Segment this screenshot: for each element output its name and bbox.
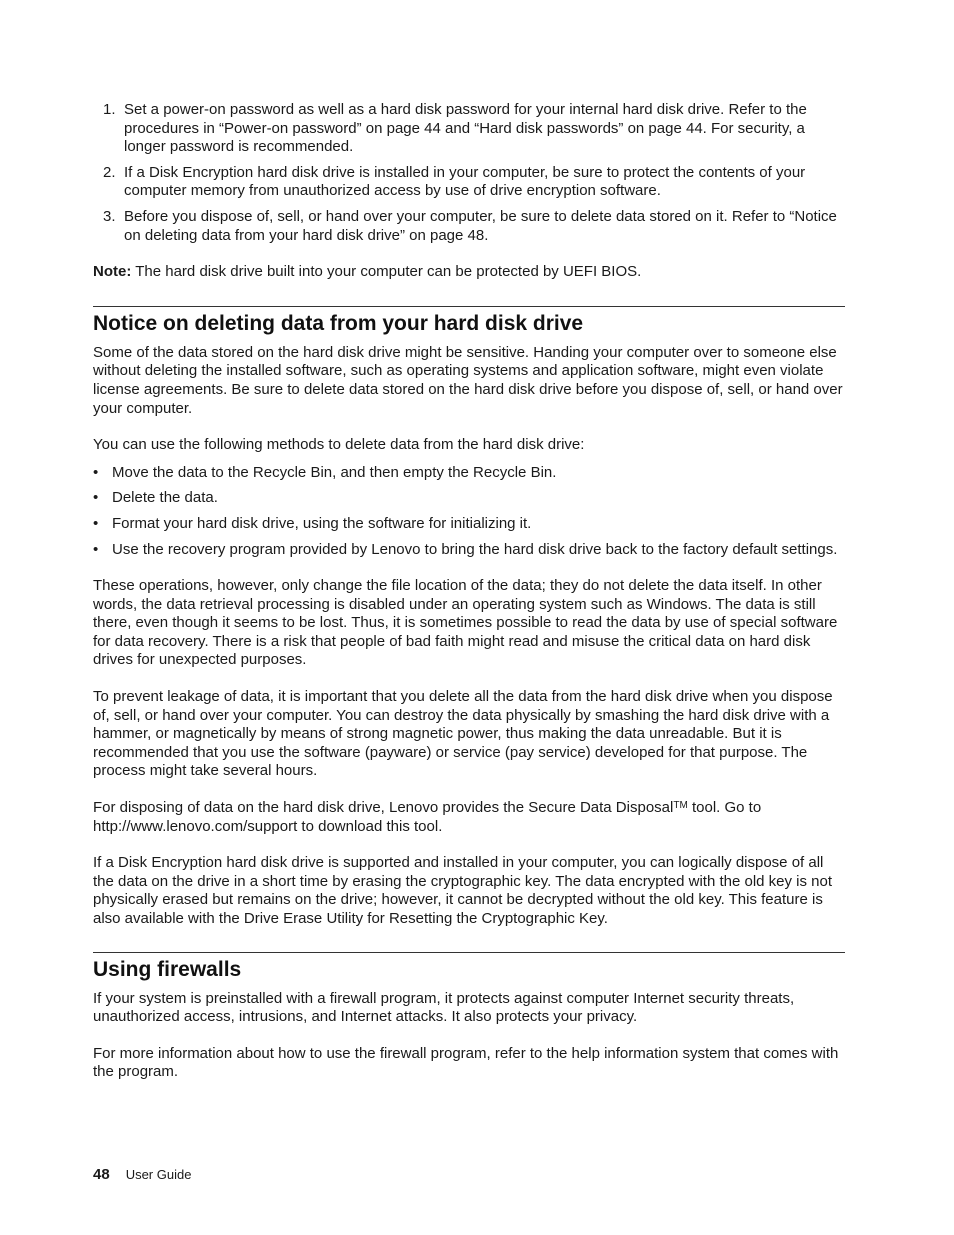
bullet-text: Use the recovery program provided by Lenovo to bring the hard disk drive back to the factory default settings.	[112, 540, 838, 558]
page-number: 48	[93, 1166, 110, 1183]
section-title-deleting-data: Notice on deleting data from your hard disk drive	[93, 311, 584, 335]
list-item	[93, 541, 845, 560]
page-footer	[93, 1166, 191, 1183]
list-item	[93, 101, 845, 157]
step-text: Set a power-on password as well as a hard disk password for your internal hard disk drive. Refer to the procedures in “Power-on password” on page 44 and “Hard disk passwords” on page 44. For security, a longer password is recommended.	[124, 101, 807, 156]
trademark-mark: TM	[673, 800, 688, 812]
steps-list	[93, 101, 845, 245]
paragraph-text: For disposing of data on the hard disk drive, Lenovo provides the Secure Data Disposal	[93, 799, 674, 817]
bullet-text: Delete the data.	[112, 489, 218, 507]
paragraph: For more information about how to use the firewall program, refer to the help information system that comes with the program.	[93, 1044, 839, 1081]
step-text: If a Disk Encryption hard disk drive is installed in your computer, be sure to protect the contents of your computer memory from unauthorized access by use of drive encryption software.	[124, 163, 806, 200]
list-item	[93, 489, 845, 508]
step-number: 2.	[103, 163, 116, 181]
paragraph: If your system is preinstalled with a firewall program, it protects against computer Internet security threats, unauthorized access, intrusions, and Internet attacks. It also protects your privacy.	[93, 989, 795, 1026]
list-item	[93, 208, 845, 245]
step-text: Before you dispose of, sell, or hand over your computer, be sure to delete data stored on it. Refer to “Notice on deleting data from your hard disk drive” on page 48.	[124, 207, 837, 244]
paragraph: Some of the data stored on the hard disk drive might be sensitive. Handing your computer over to someone else without deleting the installed software, such as operating systems and application software, might even violate license agreements. Be sure to delete data stored on the hard disk drive before you dispose of, sell, or hand over your computer.	[93, 343, 843, 417]
bullet-icon: •	[93, 489, 99, 507]
list-item	[93, 164, 845, 201]
paragraph-text: tool. Go to http://www.lenovo.com/support to download this tool.	[93, 799, 762, 835]
list-item	[93, 515, 845, 534]
bullet-icon: •	[93, 514, 99, 532]
methods-list	[93, 464, 845, 559]
paragraph: These operations, however, only change the file location of the data; they do not delete the data itself. In other words, the data retrieval processing is disabled under an operating system such as Windows. The data is still there, even though it seems to be lost. Thus, it is sometimes possible to read the data by use of special software for data recovery. There is a risk that people of bad faith might read and misuse the critical data on hard disk drives for unexpected purposes.	[93, 577, 838, 669]
paragraph: You can use the following methods to delete data from the hard disk drive:	[93, 436, 585, 454]
footer-doc-title: User Guide	[125, 1167, 192, 1182]
bullet-icon: •	[93, 463, 99, 481]
paragraph: If a Disk Encryption hard disk drive is supported and installed in your computer, you can logically dispose of all the data on the drive in a short time by erasing the cryptographic key. The data encrypted with the old key is not physically erased but remains on the drive; however, it cannot be decrypted without the old key. This feature is also available with the Drive Erase Utility for Resetting the Cryptographic Key.	[93, 854, 833, 927]
section-divider	[93, 306, 845, 307]
page-content	[93, 101, 845, 1082]
step-number: 1.	[103, 101, 116, 118]
note-paragraph	[93, 263, 845, 282]
note-label: Note:	[93, 263, 132, 281]
note-text: The hard disk drive built into your computer can be protected by UEFI BIOS.	[135, 263, 642, 281]
bullet-text: Move the data to the Recycle Bin, and then empty the Recycle Bin.	[112, 463, 557, 481]
section-title-firewalls: Using firewalls	[93, 957, 242, 981]
paragraph	[93, 799, 845, 836]
bullet-icon: •	[93, 540, 99, 558]
step-number: 3.	[103, 207, 116, 225]
list-item	[93, 464, 845, 483]
paragraph: To prevent leakage of data, it is important that you delete all the data from the hard disk drive when you dispose of, sell, or hand over your computer. You can destroy the data physically by smashing the hard disk drive with a hammer, or magnetically by means of strong magnetic power, thus making the data unreadable. But it is recommended that you use the software (payware) or service (pay service) developed for that purpose. The process might take several hours.	[93, 688, 833, 780]
bullet-text: Format your hard disk drive, using the software for initializing it.	[112, 514, 532, 532]
section-divider	[93, 952, 845, 953]
